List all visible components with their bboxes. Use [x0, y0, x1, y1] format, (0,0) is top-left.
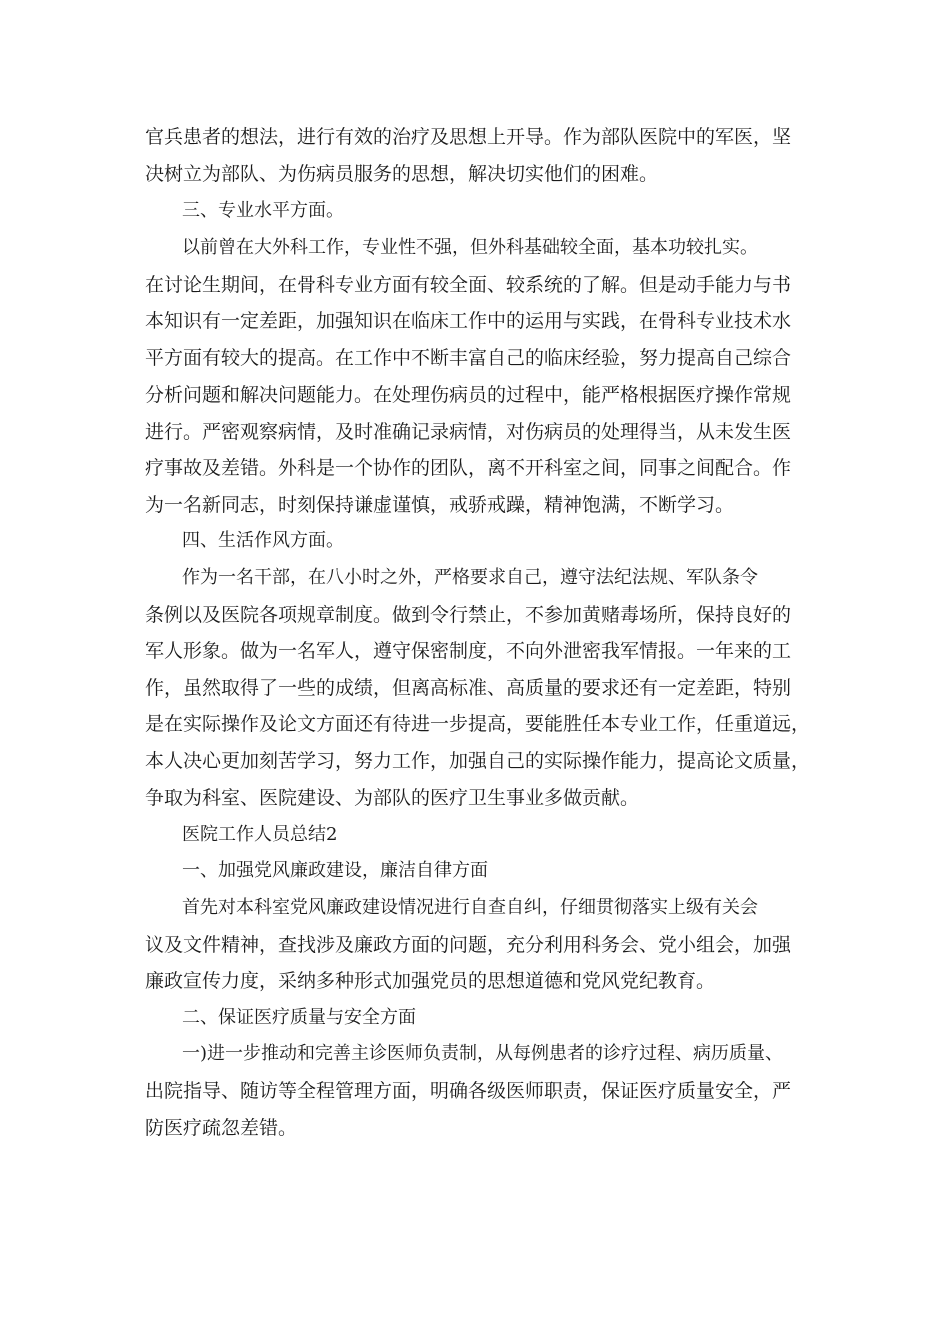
text-line: 条例以及医院各项规章制度。做到令行禁止，不参加黄赌毒场所，保持良好的	[145, 604, 792, 626]
text-line: 本知识有一定差距，加强知识在临床工作中的运用与实践，在骨科专业技术水	[145, 310, 792, 332]
section-heading: 四、生活作风方面。	[182, 530, 344, 551]
text-line: 本人决心更加刻苦学习，努力工作，加强自己的实际操作能力，提高论文质量，	[145, 750, 811, 772]
text-line: 廉政宣传力度，采纳多种形式加强党员的思想道德和党风党纪教育。	[145, 970, 716, 992]
text-line: 军人形象。做为一名军人，遵守保密制度，不向外泄密我军情报。一年来的工	[145, 640, 792, 662]
text-line: 进行。严密观察病情，及时准确记录病情，对伤病员的处理得当，从未发生医	[145, 421, 792, 443]
text-line: 疗事故及差错。外科是一个协作的团队，离不开科室之间，同事之间配合。作	[145, 457, 792, 479]
text-line: 决树立为部队、为伤病员服务的思想，解决切实他们的困难。	[145, 163, 659, 185]
text-line: 是在实际操作及论文方面还有待进一步提高，要能胜任本专业工作，任重道远，	[145, 713, 811, 735]
text-line: 为一名新同志，时刻保持谦虚谨慎，戒骄戒躁，精神饱满，不断学习。	[145, 494, 735, 516]
text-line: 分析问题和解决问题能力。在处理伤病员的过程中，能严格根据医疗操作常规	[145, 384, 792, 406]
text-line: 争取为科室、医院建设、为部队的医疗卫生事业多做贡献。	[145, 787, 640, 809]
text-line: 防医疗疏忽差错。	[145, 1117, 298, 1139]
text-line: 一)进一步推动和完善主诊医师负责制，从每例患者的诊疗过程、病历质量、	[182, 1043, 784, 1064]
section-heading: 二、保证医疗质量与安全方面	[182, 1007, 416, 1028]
text-line: 议及文件精神，查找涉及廉政方面的问题，充分利用科务会、党小组会，加强	[145, 934, 792, 956]
text-line: 在讨论生期间，在骨科专业方面有较全面、较系统的了解。但是动手能力与书	[145, 274, 792, 296]
text-line: 作为一名干部，在八小时之外，严格要求自己，遵守法纪法规、军队条令	[182, 567, 758, 588]
text-line: 以前曾在大外科工作，专业性不强，但外科基础较全面，基本功较扎实。	[182, 237, 758, 258]
section-heading: 一、加强党风廉政建设，廉洁自律方面	[182, 860, 488, 881]
text-line: 平方面有较大的提高。在工作中不断丰富自己的临床经验，努力提高自己综合	[145, 347, 792, 369]
document-subtitle: 医院工作人员总结2	[182, 824, 338, 845]
section-heading: 三、专业水平方面。	[182, 200, 344, 221]
text-line: 官兵患者的想法，进行有效的治疗及思想上开导。作为部队医院中的军医，坚	[145, 126, 792, 148]
text-line: 作，虽然取得了一些的成绩，但离高标准、高质量的要求还有一定差距，特别	[145, 677, 792, 699]
text-line: 首先对本科室党风廉政建设情况进行自查自纠，仔细贯彻落实上级有关会	[182, 897, 758, 918]
text-line: 出院指导、随访等全程管理方面，明确各级医师职责，保证医疗质量安全，严	[145, 1080, 792, 1102]
